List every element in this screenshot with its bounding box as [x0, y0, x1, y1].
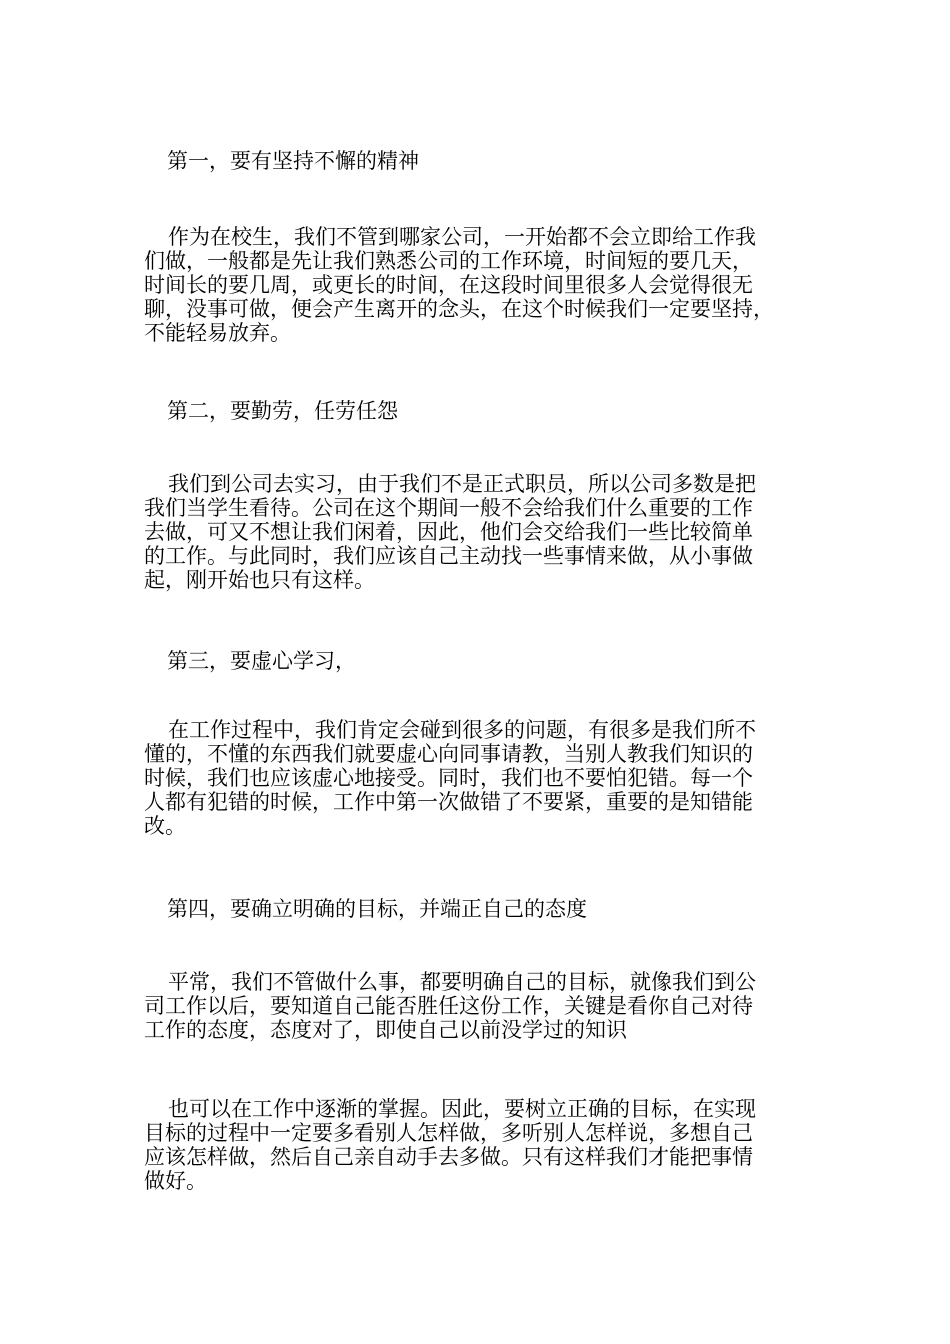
paragraph-line: 应该怎样做，然后自己亲自动手去多做。只有这样我们才能把事情: [144, 1145, 753, 1169]
section-paragraph-1: [144, 225, 824, 345]
paragraph-line: 不能轻易放弃。: [144, 321, 291, 345]
paragraph-line: 司工作以后，要知道自己能否胜任这份工作，关键是看你自己对待: [144, 994, 753, 1018]
paragraph-line: 人都有犯错的时候，工作中第一次做错了不要紧，重要的是知错能: [144, 790, 753, 814]
paragraph-line: 作为在校生，我们不管到哪家公司，一开始都不会立即给工作我: [168, 225, 756, 249]
paragraph-line: 也可以在工作中逐渐的掌握。因此，要树立正确的目标，在实现: [168, 1097, 756, 1121]
paragraph-line: 做好。: [144, 1169, 207, 1193]
section-heading-4: 第四，要确立明确的目标，并端正自己的态度: [167, 897, 587, 921]
paragraph-line: 时候，我们也应该虚心地接受。同时，我们也不要怕犯错。每一个: [144, 766, 753, 790]
paragraph-line: 目标的过程中一定要多看别人怎样做，多听别人怎样说，多想自己: [144, 1121, 753, 1145]
section-heading-3: 第三，要虚心学习，: [167, 649, 356, 673]
paragraph-line: 我们当学生看待。公司在这个期间一般不会给我们什么重要的工作: [144, 496, 753, 520]
paragraph-line: 改。: [144, 814, 186, 838]
paragraph-line: 们做，一般都是先让我们熟悉公司的工作环境，时间短的要几天，: [144, 249, 753, 273]
paragraph-line: 在工作过程中，我们肯定会碰到很多的问题，有很多是我们所不: [168, 718, 756, 742]
section-paragraph-3: [144, 718, 824, 838]
paragraph-line: 平常，我们不管做什么事，都要明确自己的目标，就像我们到公: [168, 970, 756, 994]
section-heading-2: 第二，要勤劳，任劳任怨: [167, 399, 398, 423]
section-heading-1: 第一，要有坚持不懈的精神: [167, 149, 419, 173]
paragraph-line: 聊，没事可做，便会产生离开的念头，在这个时候我们一定要坚持，: [144, 297, 774, 321]
paragraph-line: 时间长的要几周，或更长的时间，在这段时间里很多人会觉得很无: [144, 273, 753, 297]
continuation-paragraph: [144, 1097, 824, 1193]
section-paragraph-4: [144, 970, 824, 1042]
paragraph-line: 工作的态度，态度对了，即使自己以前没学过的知识: [144, 1018, 627, 1042]
paragraph-line: 起，刚开始也只有这样。: [144, 568, 375, 592]
paragraph-line: 懂的，不懂的东西我们就要虚心向同事请教，当别人教我们知识的: [144, 742, 753, 766]
paragraph-line: 我们到公司去实习，由于我们不是正式职员，所以公司多数是把: [168, 472, 756, 496]
paragraph-line: 的工作。与此同时，我们应该自己主动找一些事情来做，从小事做: [144, 544, 753, 568]
section-paragraph-2: [144, 472, 824, 592]
paragraph-line: 去做，可又不想让我们闲着，因此，他们会交给我们一些比较简单: [144, 520, 753, 544]
